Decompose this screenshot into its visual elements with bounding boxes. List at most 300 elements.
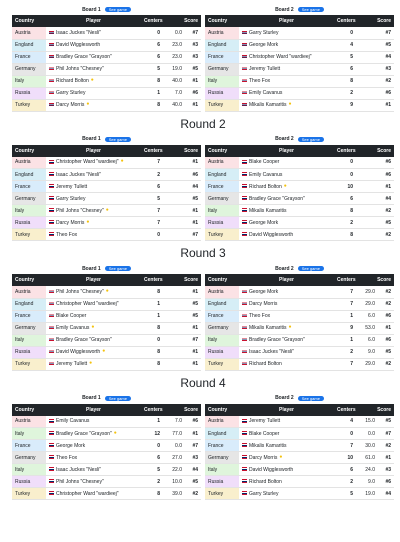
player-cell — [46, 205, 141, 217]
rank-cell: #3 — [185, 452, 201, 464]
player-name[interactable]: Emily Cavanus — [249, 171, 283, 178]
country-cell: Russia — [12, 346, 46, 358]
score-cell: 29.0 — [356, 298, 378, 310]
rank-cell: #7 — [185, 334, 201, 346]
player-cell — [239, 75, 334, 87]
player-cell — [46, 440, 141, 452]
country-cell: France — [205, 51, 239, 63]
score-cell — [356, 169, 378, 181]
centers-cell: 8 — [141, 286, 163, 298]
winner-icon: ● — [105, 206, 109, 213]
see-game-button[interactable] — [105, 137, 131, 142]
score-cell: 9.0 — [356, 346, 378, 358]
see-game-button[interactable] — [298, 137, 324, 142]
player-cell — [239, 334, 334, 346]
board-header — [12, 134, 201, 145]
table-row — [205, 75, 394, 87]
table-row — [12, 75, 201, 87]
table-row — [12, 310, 201, 322]
table-body — [205, 27, 394, 111]
header-player: Player — [239, 15, 334, 27]
rank-cell: #1 — [185, 205, 201, 217]
flag-icon — [242, 220, 247, 224]
centers-cell: 5 — [141, 63, 163, 75]
player-cell — [46, 63, 141, 75]
table-row — [205, 464, 394, 476]
flag-icon — [242, 467, 247, 471]
player-name[interactable]: Mikalis Kamaritis — [249, 102, 287, 108]
player-name[interactable]: Blake Cooper — [249, 159, 280, 166]
player-cell — [46, 157, 141, 169]
flag-icon — [49, 290, 54, 294]
centers-cell: 2 — [334, 346, 356, 358]
flag-icon — [49, 103, 54, 107]
score-cell — [163, 157, 185, 169]
player-cell — [46, 322, 141, 334]
country-cell: Austria — [205, 416, 239, 428]
player-name[interactable]: David Wigglesworth — [56, 42, 101, 48]
header-player: Player — [239, 404, 334, 416]
rank-cell: #2 — [378, 358, 394, 370]
player-name[interactable]: George Mork — [249, 219, 279, 226]
centers-cell: 8 — [141, 346, 163, 358]
board-results-table — [205, 145, 394, 242]
rank-cell: #1 — [185, 286, 201, 298]
see-game-button[interactable] — [298, 396, 324, 401]
score-cell — [163, 346, 185, 358]
flag-icon — [242, 362, 247, 366]
player-name[interactable]: Emily Cavanus — [56, 418, 90, 425]
table-header-row — [205, 404, 394, 416]
player-name[interactable]: Phil Johns "Chesney" — [56, 207, 104, 214]
score-cell: 7.0 — [163, 416, 185, 428]
header-centers: Centers — [141, 404, 163, 416]
country-cell: Italy — [12, 75, 46, 87]
score-cell — [356, 51, 378, 63]
centers-cell: 6 — [334, 464, 356, 476]
score-cell: 15.0 — [356, 416, 378, 428]
flag-icon — [242, 338, 247, 342]
player-name[interactable]: Isaac Juckes "Nesli" — [56, 29, 101, 36]
table-header-row — [12, 15, 201, 27]
player-name[interactable]: Bradley Grace "Grayson" — [56, 430, 112, 437]
country-cell: Russia — [205, 346, 239, 358]
score-cell: 77.0 — [163, 428, 185, 440]
player-name[interactable]: Christopher Ward "wardieej" — [56, 301, 119, 307]
board — [12, 393, 201, 501]
see-game-button[interactable] — [105, 266, 131, 271]
table-row — [205, 51, 394, 63]
player-name[interactable]: Jeremy Tullett — [249, 66, 281, 72]
table-row — [205, 322, 394, 334]
header-player: Player — [239, 145, 334, 157]
rank-cell: #5 — [378, 346, 394, 358]
round-title: Round 3 — [180, 246, 226, 260]
player-name[interactable]: Blake Cooper — [249, 430, 280, 437]
table-row — [205, 157, 394, 169]
country-cell: England — [12, 169, 46, 181]
rank-cell: #2 — [378, 75, 394, 87]
country-cell: France — [12, 310, 46, 322]
centers-cell: 8 — [141, 488, 163, 500]
round-section — [12, 373, 394, 501]
player-name[interactable]: Jeremy Tullett — [56, 183, 88, 190]
player-cell — [239, 99, 334, 111]
rank-cell: #6 — [378, 157, 394, 169]
round-section — [12, 243, 394, 371]
score-cell — [356, 87, 378, 99]
header-centers: Centers — [334, 15, 356, 27]
centers-cell: 9 — [334, 322, 356, 334]
player-cell — [239, 157, 334, 169]
flag-icon — [242, 431, 247, 435]
country-cell: England — [205, 169, 239, 181]
header-centers: Centers — [334, 145, 356, 157]
player-name[interactable]: Garry Sturley — [56, 90, 86, 96]
table-row — [205, 63, 394, 75]
player-name[interactable]: Mikalis Kamaritis — [249, 442, 287, 449]
country-cell: Italy — [205, 75, 239, 87]
centers-cell: 5 — [141, 193, 163, 205]
player-name[interactable]: Bradley Grace "Grayson" — [56, 54, 112, 60]
country-cell: Turkey — [12, 229, 46, 241]
rank-cell: #5 — [185, 476, 201, 488]
player-name[interactable]: Garry Sturley — [56, 195, 86, 202]
boards-row — [12, 393, 394, 501]
flag-icon — [242, 172, 247, 176]
rank-cell: #1 — [185, 322, 201, 334]
country-cell: England — [205, 39, 239, 51]
player-name[interactable]: Phil Johns "Chesney" — [56, 66, 104, 72]
player-name[interactable]: Jeremy Tullett — [249, 418, 281, 425]
table-row — [12, 27, 201, 39]
score-cell — [163, 334, 185, 346]
centers-cell: 8 — [334, 205, 356, 217]
header-score: Score — [163, 15, 201, 27]
player-name[interactable]: Richard Bolton — [56, 78, 89, 84]
score-cell — [356, 181, 378, 193]
country-cell: Russia — [205, 87, 239, 99]
see-game-button[interactable] — [298, 266, 324, 271]
table-row — [205, 452, 394, 464]
table-row — [205, 193, 394, 205]
player-cell — [46, 358, 141, 370]
score-cell: 30.0 — [356, 440, 378, 452]
country-cell: England — [205, 428, 239, 440]
player-name[interactable]: Richard Bolton — [249, 361, 282, 367]
player-cell — [239, 169, 334, 181]
rank-cell: #4 — [378, 488, 394, 500]
score-cell — [163, 229, 185, 241]
header-score: Score — [163, 274, 201, 286]
player-name[interactable]: Phil Johns "Chesney" — [56, 288, 104, 295]
player-name[interactable]: George Mork — [249, 288, 279, 295]
player-name[interactable]: David Wigglesworth — [249, 231, 294, 238]
player-name[interactable]: Isaac Juckes "Nesli" — [249, 349, 294, 355]
flag-icon — [242, 419, 247, 423]
winner-icon: ● — [90, 77, 94, 84]
rank-cell: #2 — [378, 440, 394, 452]
boards-row — [12, 134, 394, 242]
see-game-button[interactable] — [105, 396, 131, 401]
player-name[interactable]: Darcy Morris — [56, 102, 85, 108]
country-cell: France — [205, 181, 239, 193]
header-player: Player — [46, 274, 141, 286]
player-cell — [46, 39, 141, 51]
score-cell — [163, 310, 185, 322]
player-name[interactable]: Mikalis Kamaritis — [249, 207, 287, 214]
board — [205, 393, 394, 501]
centers-cell: 5 — [141, 464, 163, 476]
player-name[interactable]: Isaac Juckes "Nesli" — [56, 171, 101, 178]
table-header-row — [12, 145, 201, 157]
table-body — [12, 27, 201, 111]
player-name[interactable]: George Mork — [56, 442, 86, 449]
player-cell — [46, 452, 141, 464]
board-header — [205, 134, 394, 145]
board-name: Board 1 — [82, 6, 101, 13]
see-game-button[interactable] — [298, 7, 324, 12]
round-section — [12, 114, 394, 242]
rank-cell: #5 — [378, 217, 394, 229]
player-name[interactable]: Emily Cavanus — [56, 325, 90, 331]
country-cell: Germany — [12, 63, 46, 75]
header-player: Player — [46, 404, 141, 416]
table-row — [12, 157, 201, 169]
rank-cell: #1 — [378, 181, 394, 193]
centers-cell: 8 — [141, 75, 163, 87]
flag-icon — [242, 491, 247, 495]
player-cell — [46, 334, 141, 346]
round-title: Round 4 — [180, 375, 226, 390]
rank-cell: #1 — [185, 428, 201, 440]
score-cell: 22.0 — [163, 464, 185, 476]
header-country: Country — [12, 404, 46, 416]
player-name[interactable]: David Wigglesworth — [249, 466, 294, 473]
flag-icon — [242, 302, 247, 306]
header-country: Country — [12, 274, 46, 286]
score-cell: 19.0 — [356, 488, 378, 500]
country-cell: Turkey — [205, 229, 239, 241]
centers-cell: 1 — [141, 87, 163, 99]
centers-cell: 6 — [141, 181, 163, 193]
player-name[interactable]: Christopher Ward "wardieej" — [56, 159, 119, 166]
player-name[interactable]: Darcy Morris — [249, 301, 278, 307]
winner-icon: ● — [288, 324, 292, 331]
score-cell — [356, 157, 378, 169]
player-cell — [239, 27, 334, 39]
score-cell — [163, 286, 185, 298]
centers-cell: 8 — [334, 229, 356, 241]
country-cell: Russia — [12, 87, 46, 99]
score-cell — [163, 217, 185, 229]
board-results-table — [12, 404, 201, 501]
player-cell — [239, 428, 334, 440]
flag-icon — [242, 350, 247, 354]
player-cell — [239, 440, 334, 452]
table-row — [205, 217, 394, 229]
score-cell — [163, 193, 185, 205]
flag-icon — [242, 103, 247, 107]
board-results-table — [12, 145, 201, 242]
player-name[interactable]: Bradley Grace "Grayson" — [249, 337, 305, 343]
player-name[interactable]: Isaac Juckes "Nesli" — [56, 466, 101, 473]
player-name[interactable]: Richard Bolton — [249, 183, 282, 190]
country-cell: Turkey — [12, 358, 46, 370]
player-name[interactable]: Emily Cavanus — [249, 90, 283, 96]
see-game-label: See game — [301, 7, 320, 12]
header-country: Country — [12, 15, 46, 27]
player-cell — [46, 181, 141, 193]
score-cell — [356, 63, 378, 75]
score-cell: 24.0 — [356, 464, 378, 476]
score-cell: 10.0 — [163, 476, 185, 488]
table-row — [205, 87, 394, 99]
header-centers: Centers — [141, 274, 163, 286]
rank-cell: #3 — [185, 39, 201, 51]
see-game-button[interactable] — [105, 7, 131, 12]
player-name[interactable]: Garry Sturley — [249, 29, 279, 36]
player-cell — [46, 27, 141, 39]
board-name: Board 1 — [82, 265, 101, 272]
player-name[interactable]: Theo Fox — [56, 231, 78, 238]
flag-icon — [49, 67, 54, 71]
table-header-row — [12, 404, 201, 416]
centers-cell: 2 — [334, 476, 356, 488]
country-cell: Austria — [205, 157, 239, 169]
header-country: Country — [205, 404, 239, 416]
country-cell: Germany — [12, 452, 46, 464]
board — [12, 4, 201, 112]
rank-cell: #5 — [185, 298, 201, 310]
player-cell — [46, 169, 141, 181]
table-row — [205, 476, 394, 488]
centers-cell: 10 — [334, 181, 356, 193]
table-row — [205, 358, 394, 370]
table-row — [205, 229, 394, 241]
board-name: Board 2 — [275, 265, 294, 272]
player-name[interactable]: Theo Fox — [56, 454, 78, 461]
player-cell — [46, 229, 141, 241]
player-name[interactable]: Christopher Ward "wardieej" — [56, 490, 119, 497]
player-cell — [46, 87, 141, 99]
player-cell — [239, 63, 334, 75]
centers-cell: 1 — [141, 416, 163, 428]
player-name[interactable]: Mikalis Kamaritis — [249, 325, 287, 331]
see-game-label: See game — [108, 7, 127, 12]
player-name[interactable]: Darcy Morris — [249, 454, 278, 461]
board-name: Board 1 — [82, 395, 101, 401]
country-cell: Russia — [12, 476, 46, 488]
centers-cell: 2 — [334, 87, 356, 99]
flag-icon — [242, 160, 247, 164]
country-cell: England — [12, 298, 46, 310]
table-row — [205, 428, 394, 440]
centers-cell: 12 — [141, 428, 163, 440]
board — [205, 134, 394, 242]
rank-cell: #4 — [185, 464, 201, 476]
player-name[interactable]: David Wigglesworth — [56, 349, 101, 355]
player-cell — [46, 416, 141, 428]
header-player: Player — [239, 274, 334, 286]
player-cell — [239, 322, 334, 334]
player-name[interactable]: Christopher Ward "wardieej" — [249, 54, 312, 60]
flag-icon — [49, 91, 54, 95]
rank-cell: #6 — [185, 169, 201, 181]
player-name[interactable]: Jeremy Tullett — [56, 361, 88, 367]
board-header — [12, 263, 201, 274]
table-row — [12, 181, 201, 193]
see-game-label: See game — [301, 266, 320, 271]
board-header — [12, 393, 201, 404]
player-cell — [239, 39, 334, 51]
player-name[interactable]: Darcy Morris — [56, 219, 85, 226]
centers-cell: 8 — [141, 322, 163, 334]
flag-icon — [49, 479, 54, 483]
see-game-label: See game — [108, 395, 127, 401]
header-country: Country — [12, 145, 46, 157]
table-body — [205, 286, 394, 370]
board — [12, 134, 201, 242]
see-game-label: See game — [301, 136, 320, 142]
player-name[interactable]: Theo Fox — [249, 78, 271, 84]
player-name[interactable]: Richard Bolton — [249, 478, 282, 485]
table-row — [205, 346, 394, 358]
player-name[interactable]: George Mork — [249, 42, 279, 48]
flag-icon — [49, 302, 54, 306]
player-name[interactable]: Garry Sturley — [249, 490, 279, 497]
player-cell — [46, 346, 141, 358]
centers-cell: 2 — [141, 476, 163, 488]
round-title: Round 2 — [180, 116, 226, 131]
country-cell: Italy — [12, 428, 46, 440]
country-cell: Italy — [12, 334, 46, 346]
rank-cell: #1 — [185, 358, 201, 370]
board-results-table — [205, 274, 394, 371]
centers-cell: 0 — [334, 27, 356, 39]
flag-icon — [242, 443, 247, 447]
score-cell: 39.0 — [163, 488, 185, 500]
player-cell — [239, 346, 334, 358]
rank-cell: #1 — [185, 157, 201, 169]
player-name[interactable]: Bradley Grace "Grayson" — [249, 195, 305, 202]
player-name[interactable]: Bradley Grace "Grayson" — [56, 337, 112, 343]
player-cell — [46, 99, 141, 111]
score-cell: 27.0 — [163, 452, 185, 464]
flag-icon — [49, 455, 54, 459]
see-game-label: See game — [108, 136, 127, 142]
rank-cell: #1 — [185, 217, 201, 229]
centers-cell: 0 — [334, 428, 356, 440]
player-cell — [239, 488, 334, 500]
country-cell: Italy — [12, 464, 46, 476]
rank-cell: #2 — [378, 229, 394, 241]
player-name[interactable]: Blake Cooper — [56, 313, 87, 319]
board-results-table — [12, 15, 201, 112]
centers-cell: 7 — [334, 358, 356, 370]
rank-cell: #5 — [378, 416, 394, 428]
table-row — [12, 63, 201, 75]
country-cell: Italy — [12, 205, 46, 217]
flag-icon — [49, 43, 54, 47]
rank-cell: #1 — [378, 452, 394, 464]
player-cell — [239, 464, 334, 476]
centers-cell: 7 — [334, 440, 356, 452]
player-name[interactable]: Theo Fox — [249, 313, 271, 319]
table-row — [12, 440, 201, 452]
player-name[interactable]: Phil Johns "Chesney" — [56, 478, 104, 485]
table-row — [12, 99, 201, 111]
